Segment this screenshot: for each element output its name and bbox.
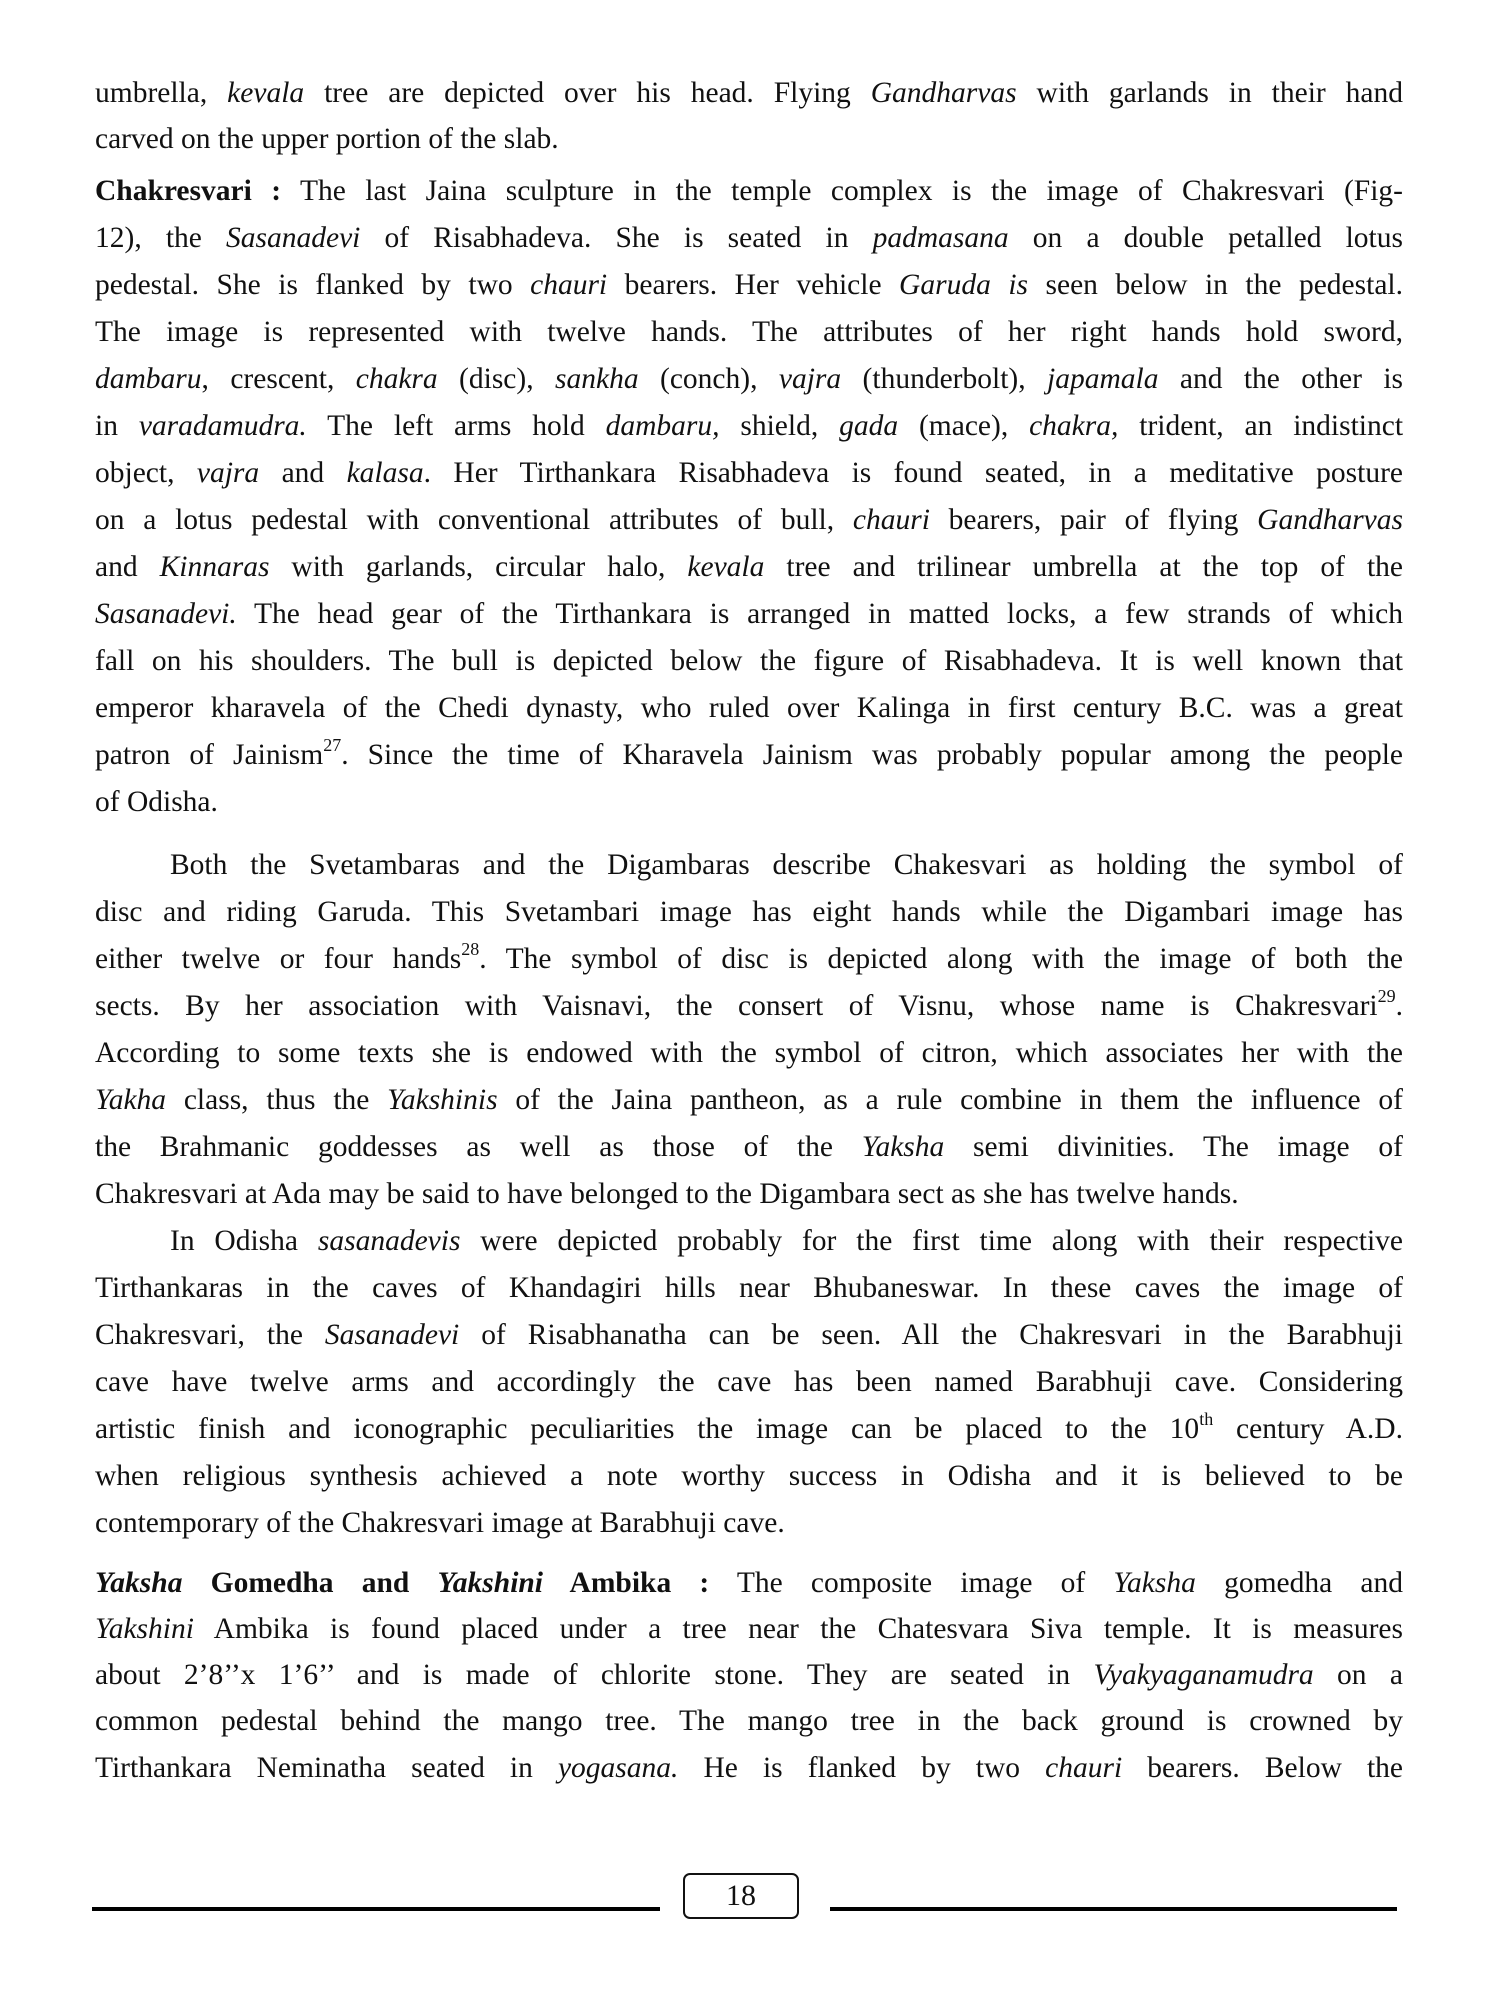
italic-term: dambaru, [605,410,720,442]
text-run: of Odisha. [95,786,218,818]
italic-term: varadamudra. [138,410,307,442]
italic-term: Vyakyaganamudra [1093,1659,1314,1691]
bold-heading-text: Chakresvari : [95,175,282,207]
italic-term: chauri [852,504,930,536]
text-run: of Risabhanatha can be seen. All the Chakresvari in the Barabhuji [459,1319,1403,1351]
italic-term: kalasa [346,457,424,489]
text-run: on a [1313,1659,1403,1691]
text-line [95,122,1403,156]
text-run: (mace), [898,410,1030,442]
text-line [95,1177,1403,1211]
text-line [95,456,1403,490]
text-line [95,1612,1403,1646]
text-line [95,362,1403,396]
text-run: semi divinities. The image of [944,1131,1403,1163]
italic-term: sankha [555,363,639,395]
text-run: bearers. Below the [1122,1752,1403,1784]
italic-term: vajra [196,457,260,489]
italic-term: kevala [687,551,765,583]
text-line [95,268,1403,302]
text-line [170,848,1403,882]
text-run: carved on the upper portion of the slab. [95,123,559,155]
italic-term: Yakshinis [387,1084,498,1116]
text-run: pedestal. She is flanked by two [95,269,531,301]
italic-term: Gandharvas [1257,504,1403,536]
section-heading-line [95,1566,1403,1600]
text-run: of Risabhadeva. She is seated in [360,222,873,254]
text-run: were depicted probably for the first time along with their respective [460,1225,1403,1257]
bold-heading-text: Ambika : [543,1567,710,1599]
italic-term: Gandharvas [870,77,1017,109]
italic-term: Sasanadevi. [95,598,237,630]
italic-term: chauri [530,269,608,301]
italic-term: dambaru [95,363,202,395]
text-run: The image is represented with twelve hands. The attributes of her right hands hold sword, [95,316,1403,348]
text-run: . Since the time of Kharavela Jainism was probably popular among the people [341,739,1403,771]
text-run: The head gear of the Tirthankara is arranged in matted locks, a few strands of which [236,598,1403,630]
text-run: bearers. Her vehicle [607,269,900,301]
text-run: emperor kharavela of the Chedi dynasty, who ruled over Kalinga in first century B.C. was a great [95,692,1403,724]
text-run: umbrella, [95,77,228,109]
text-line [95,76,1403,110]
text-run: patron of Jainism [95,739,324,771]
text-line [95,1318,1403,1352]
text-run: The left arms hold [306,410,606,442]
page-number-box [683,1873,799,1919]
text-run: artistic finish and iconographic peculiarities the image can be placed to the 10 [95,1413,1200,1445]
footnote-ref: 28 [461,939,480,960]
text-line [95,1506,1403,1540]
italic-term: japamala [1047,363,1159,395]
text-line [95,503,1403,537]
text-run: class, thus the [166,1084,388,1116]
italic-term: Yaksha [1113,1567,1196,1599]
text-line [95,735,1403,772]
italic-term: Sasanadevi [226,222,361,254]
text-run: , crescent, [201,363,356,395]
text-run: when religious synthesis achieved a note worthy success in Odisha and it is believed to be [95,1460,1403,1492]
text-line [95,1704,1403,1738]
text-run: either twelve or four hands [95,943,462,975]
text-run: sects. By her association with Vaisnavi, the consert of Visnu, whose name is Chakresvari [95,990,1378,1022]
text-line [95,409,1403,443]
text-line [95,221,1403,255]
footer-rule-left [92,1907,660,1911]
text-line [95,691,1403,725]
text-run: . Her Tirthankara Risabhadeva is found seated, in a meditative posture [423,457,1404,489]
italic-term: chakra, [1029,410,1119,442]
text-line [95,1751,1403,1785]
text-run: . [1395,990,1403,1022]
bold-heading-text: Yaksha [95,1567,183,1599]
footnote-ref: 27 [323,735,342,756]
text-line [95,597,1403,631]
text-run: Chakresvari, the [95,1319,325,1351]
bold-heading-text: Gomedha and [182,1567,438,1599]
text-line [95,1036,1403,1070]
text-run: the Brahmanic goddesses as well as those of the [95,1131,862,1163]
text-run: trident, an indistinct [1118,410,1404,442]
text-run: and [95,551,160,583]
text-run: . The symbol of disc is depicted along with the image of both the [479,943,1403,975]
text-run: bearers, pair of flying [929,504,1258,536]
text-run: According to some texts she is endowed with the symbol of citron, which associates her with the [95,1037,1403,1069]
italic-term: Garuda is [899,269,1028,301]
italic-term: gada [839,410,899,442]
italic-term: Yakha [95,1084,167,1116]
page-number: 18 [726,1879,756,1912]
text-run: with garlands, circular halo, [269,551,688,583]
text-run: Ambika is found placed under a tree near the Chatesvara Siva temple. It is measures [193,1613,1403,1645]
text-line [95,315,1403,349]
text-line [95,1658,1403,1692]
text-run: gomedha and [1195,1567,1403,1599]
text-run: Chakresvari at Ada may be said to have belonged to the Digambara sect as she has twelve hands. [95,1178,1239,1210]
text-line [95,644,1403,678]
text-run: and [259,457,347,489]
italic-term: kevala [227,77,305,109]
text-run: Tirthankara Neminatha seated in [95,1752,558,1784]
text-run: object, [95,457,197,489]
text-run: common pedestal behind the mango tree. The mango tree in the back ground is crowned by [95,1705,1403,1737]
text-line [95,986,1403,1023]
text-line [95,939,1403,976]
italic-term: chauri [1045,1752,1123,1784]
text-run: The composite image of [709,1567,1114,1599]
text-run: of the Jaina pantheon, as a rule combine in them the influence of [497,1084,1403,1116]
italic-term: Yakshini [95,1613,194,1645]
text-line [95,785,1403,819]
text-run: seen below in the pedestal. [1028,269,1403,301]
footer-rule-right [830,1907,1397,1911]
bold-heading-text: Yakshini [437,1567,543,1599]
text-run: fall on his shoulders. The bull is depicted below the figure of Risabhadeva. It is well known that [95,645,1403,677]
text-line [95,1409,1403,1446]
italic-term: Yaksha [861,1131,945,1163]
text-line [95,1459,1403,1493]
text-run: In Odisha [170,1225,318,1257]
text-run: (disc), [437,363,556,395]
footnote-ref: th [1199,1409,1214,1430]
text-line [95,1130,1403,1164]
footnote-ref: 29 [1377,986,1396,1007]
text-line [95,1365,1403,1399]
text-run: cave have twelve arms and accordingly the cave has been named Barabhuji cave. Considering [95,1366,1403,1398]
italic-term: sasanadevis [317,1225,461,1257]
text-run: tree are depicted over his head. Flying [304,77,871,109]
text-run: about 2’8’’x 1’6’’ and is made of chlorite stone. They are seated in [95,1659,1094,1691]
text-run: disc and riding Garuda. This Svetambari image has eight hands while the Digambari image has [95,896,1403,928]
italic-term: vajra [778,363,842,395]
text-run: tree and trilinear umbrella at the top of the [764,551,1404,583]
text-run: in [95,410,139,442]
text-line [95,1271,1403,1305]
section-heading-line [95,174,1403,208]
text-line [95,550,1403,584]
text-run: contemporary of the Chakresvari image at Barabhuji cave. [95,1507,785,1539]
italic-term: Sasanadevi [324,1319,460,1351]
text-run: 12), the [95,222,227,254]
text-run: (conch), [638,363,779,395]
text-line [95,895,1403,929]
italic-term: Kinnaras [159,551,270,583]
text-line [95,1083,1403,1117]
text-run: He is flanked by two [678,1752,1046,1784]
italic-term: padmasana [872,222,1009,254]
text-run: on a lotus pedestal with conventional attributes of bull, [95,504,853,536]
text-run: The last Jaina sculpture in the temple complex is the image of Chakresvari (Fig- [281,175,1403,207]
text-line [170,1224,1403,1258]
text-run: (thunderbolt), [841,363,1047,395]
text-run: and the other is [1158,363,1403,395]
text-run: on a double petalled lotus [1008,222,1403,254]
text-run: shield, [719,410,840,442]
text-run: Tirthankaras in the caves of Khandagiri hills near Bhubaneswar. In these caves the image of [95,1272,1403,1304]
text-run: with garlands in their hand [1016,77,1403,109]
italic-term: yogasana. [557,1752,679,1784]
text-run: Both the Svetambaras and the Digambaras describe Chakesvari as holding the symbol of [170,849,1403,881]
text-run: century A.D. [1213,1413,1403,1445]
italic-term: chakra [355,363,438,395]
